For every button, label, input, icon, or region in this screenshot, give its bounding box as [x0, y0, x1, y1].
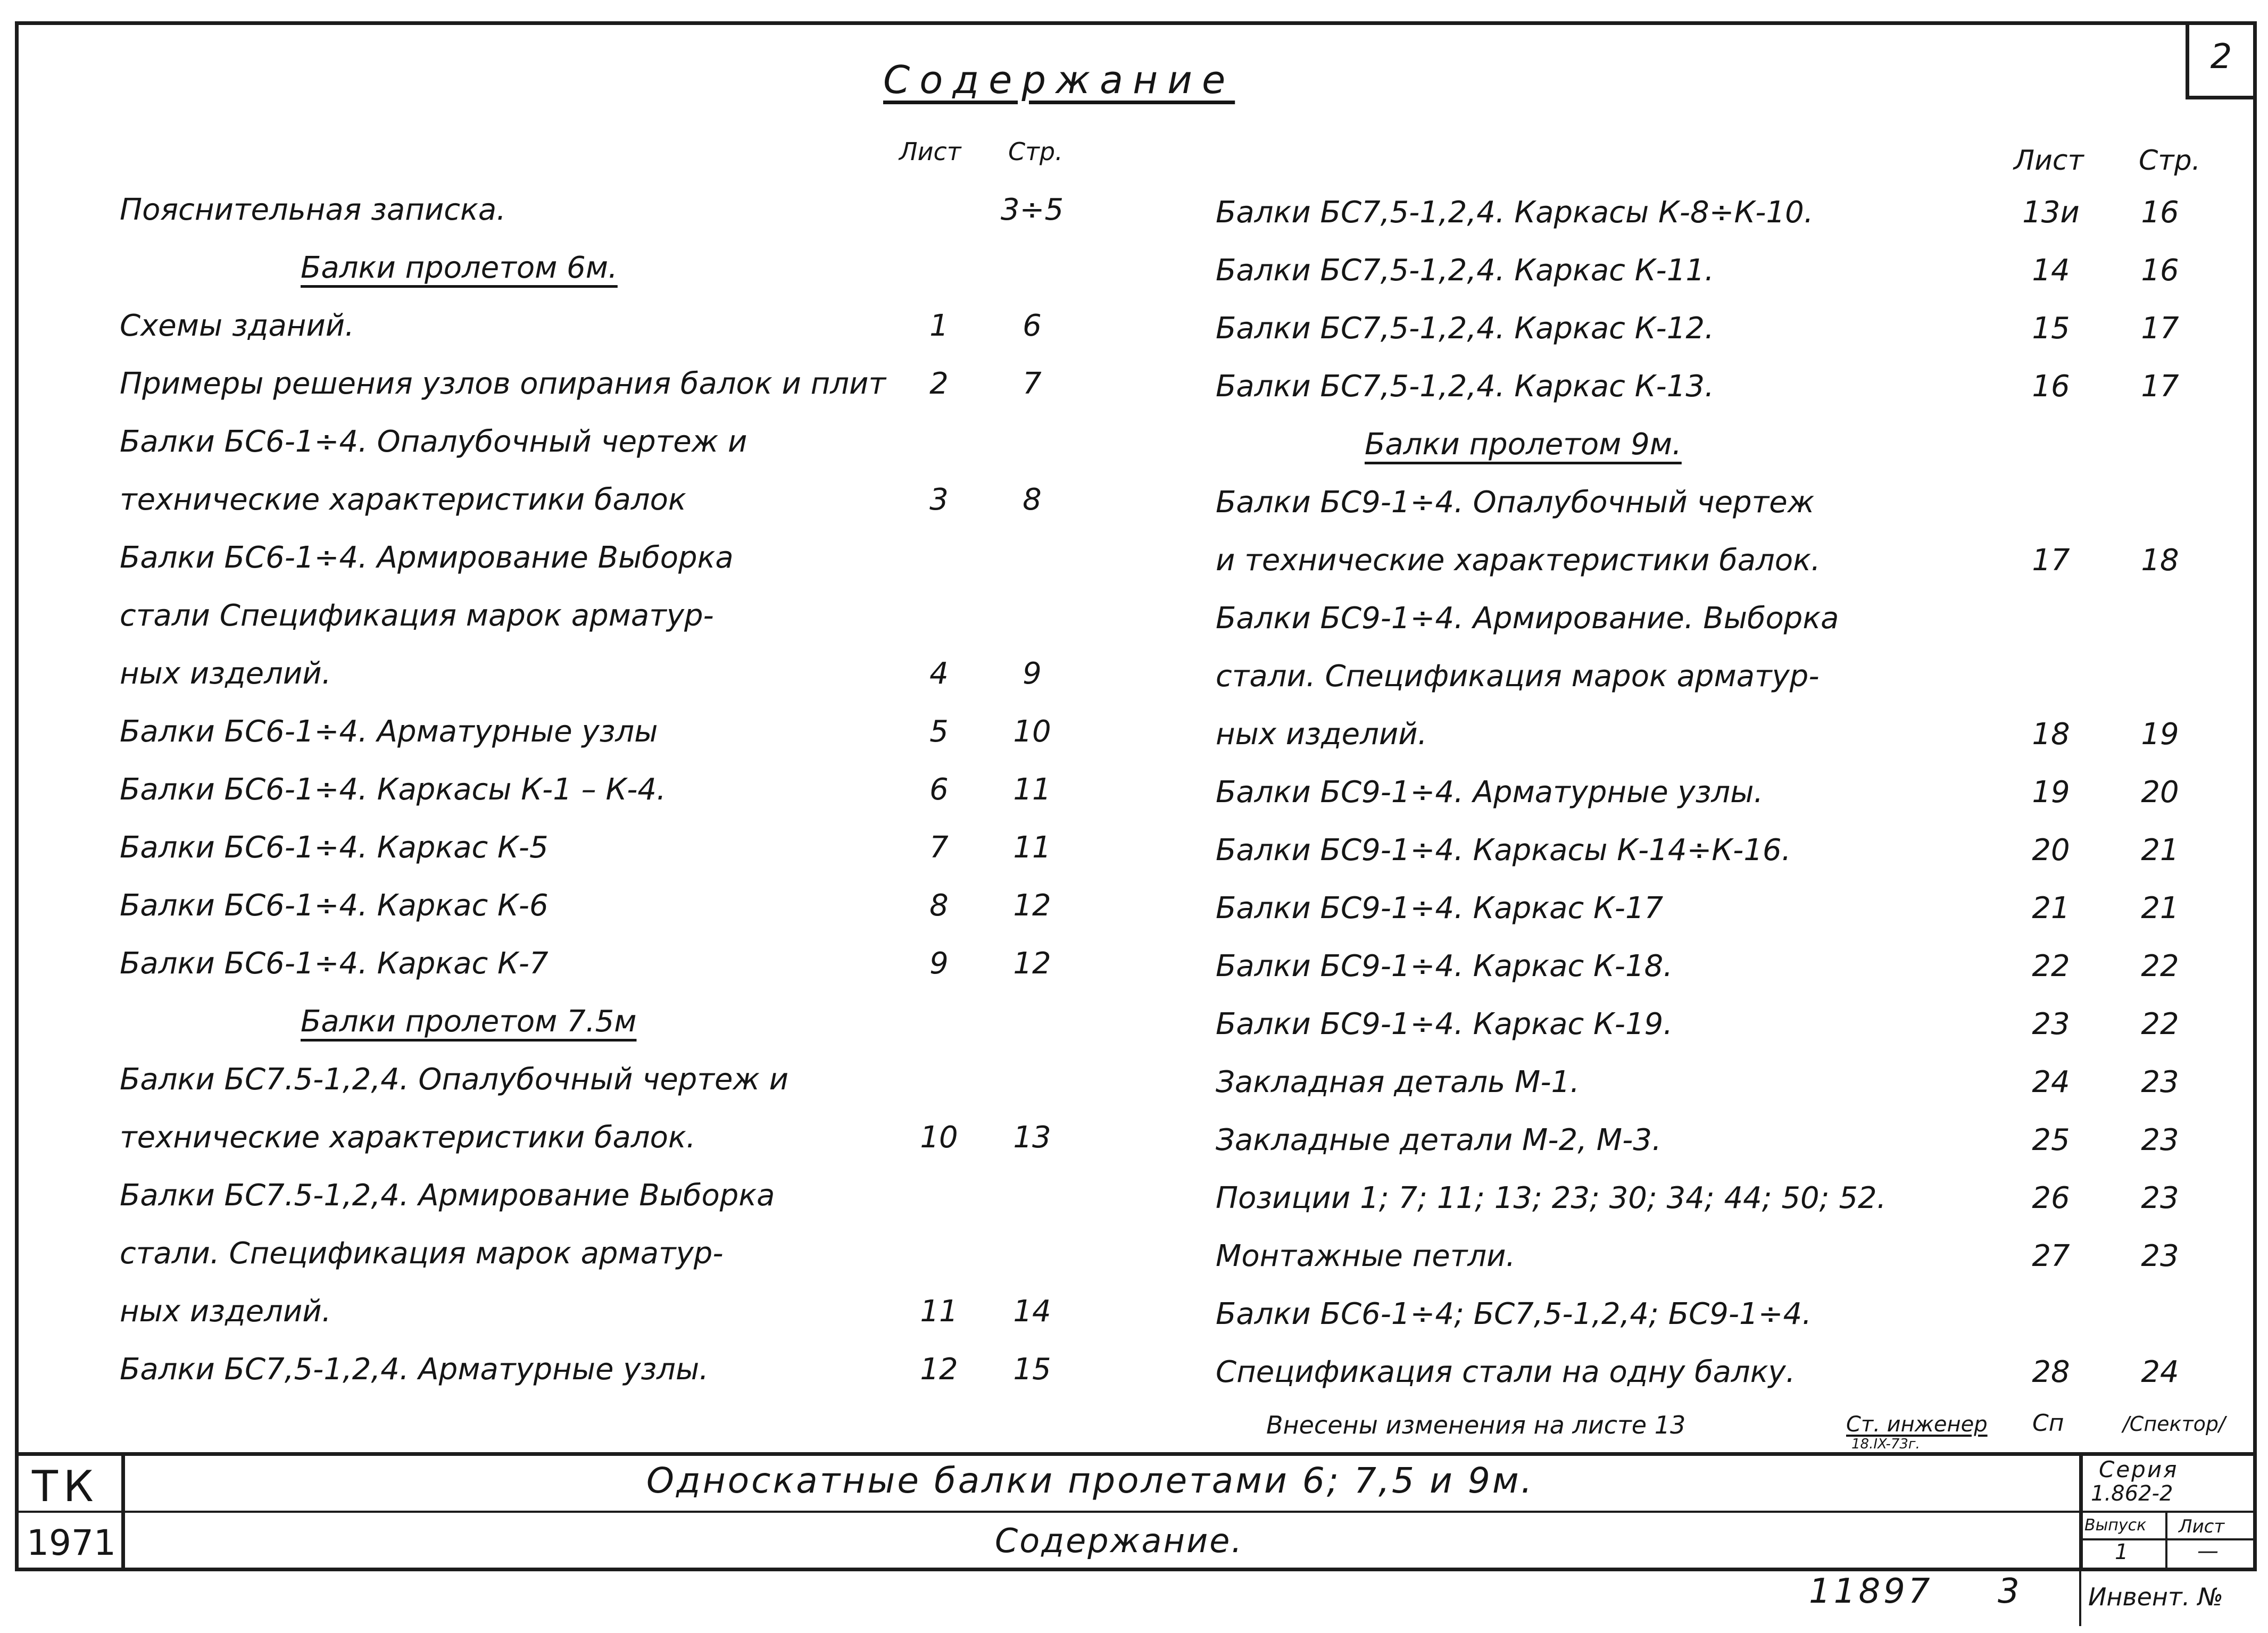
sheet-value: — — [2197, 1539, 2219, 1563]
row-page-number: 17 — [2141, 369, 2179, 404]
row-title: Закладные детали М-2, М-3. — [1216, 1123, 1661, 1157]
row-sheet-number: 18 — [2032, 717, 2070, 752]
row-title: Балки БС7,5-1,2,4. Каркас К-13. — [1216, 369, 1714, 404]
contents-row — [1216, 186, 2227, 239]
row-page-number: 9 — [1023, 656, 1042, 691]
row-page-number: 12 — [1013, 888, 1051, 923]
row-sheet-number: 17 — [2032, 543, 2070, 578]
contents-row — [1216, 940, 2227, 993]
row-title: Балки БС7.5-1,2,4. Армирование Выборка — [120, 1178, 775, 1213]
row-page-number: 23 — [2141, 1239, 2179, 1273]
right-col-header-page: Стр. — [2139, 145, 2201, 177]
inv-label: Инвент. № — [2088, 1582, 2223, 1611]
row-sheet-number: 28 — [2032, 1355, 2070, 1389]
contents-row — [120, 705, 1093, 759]
left-contents-column — [120, 184, 1093, 1418]
footer-page: 3 — [1998, 1572, 2020, 1611]
row-title: Балки БС6-1÷4; БС7,5-1,2,4; БС9-1÷4. — [1216, 1297, 1812, 1331]
contents-row — [120, 473, 1093, 527]
title-block-top-line — [15, 1452, 2253, 1456]
row-sheet-number: 7 — [929, 830, 949, 865]
contents-row — [1216, 998, 2227, 1051]
row-title: ных изделий. — [120, 656, 331, 691]
contents-row — [1216, 302, 2227, 355]
row-page-number: 11 — [1013, 830, 1051, 865]
contents-row — [1216, 824, 2227, 877]
row-sheet-number: 1 — [929, 309, 949, 343]
row-page-number: 23 — [2141, 1181, 2179, 1215]
row-title: Балки БС6-1÷4. Каркас К-6 — [120, 888, 549, 923]
row-sheet-number: 10 — [920, 1120, 958, 1155]
contents-row — [120, 763, 1093, 816]
row-sheet-number: 4 — [929, 656, 949, 691]
row-sheet-number: 27 — [2032, 1239, 2070, 1273]
row-page-number: 16 — [2141, 195, 2179, 230]
row-title: стали. Спецификация марок арматур- — [120, 1236, 724, 1271]
left-col-header-list: Лист — [899, 137, 961, 166]
contents-row — [120, 1169, 1093, 1222]
row-sheet-number: 23 — [2032, 1007, 2070, 1042]
org-code: ТК — [32, 1462, 99, 1511]
row-sheet-number: 12 — [920, 1352, 958, 1387]
contents-row — [1216, 650, 2227, 703]
row-sheet-number: 15 — [2032, 311, 2070, 346]
row-title: Закладная деталь М-1. — [1216, 1065, 1580, 1099]
right-contents-column — [1216, 186, 2227, 1420]
contents-row — [120, 821, 1093, 874]
row-title: технические характеристики балок. — [120, 1120, 696, 1155]
row-page-number: 12 — [1013, 946, 1051, 981]
contents-row — [1216, 1056, 2227, 1109]
contents-row — [1216, 1230, 2227, 1283]
row-title: Пояснительная записка. — [120, 193, 506, 227]
contents-row — [120, 531, 1093, 585]
row-title: Балки БС9-1÷4. Арматурные узлы. — [1216, 775, 1764, 810]
change-note: Внесены изменения на листе 13 — [1266, 1411, 1686, 1439]
contents-row — [1216, 1346, 2227, 1399]
row-page-number: 19 — [2141, 717, 2179, 752]
contents-row — [1216, 360, 2227, 413]
footer-number: 11897 — [1809, 1572, 1933, 1611]
sheet-label: Лист — [2179, 1516, 2225, 1537]
row-title: Балки БС6-1÷4. Каркас К-5 — [120, 830, 549, 865]
row-page-number: 22 — [2141, 949, 2179, 984]
series-value: 1.862-2 — [2091, 1481, 2173, 1506]
row-sheet-number: 14 — [2032, 253, 2070, 288]
contents-row — [120, 1343, 1093, 1396]
engineer-label: Ст. инженер — [1846, 1412, 1988, 1437]
row-title: Балки БС7,5-1,2,4. Арматурные узлы. — [120, 1352, 709, 1387]
row-title: Балки БС6-1÷4. Армирование Выборка — [120, 540, 734, 575]
contents-row — [1216, 244, 2227, 297]
row-sheet-number: 26 — [2032, 1181, 2070, 1215]
row-sheet-number: 3 — [929, 482, 949, 517]
row-title: Балки БС9-1÷4. Опалубочный чертеж — [1216, 485, 1815, 520]
contents-row — [120, 937, 1093, 990]
row-title: Позиции 1; 7; 11; 13; 23; 30; 34; 44; 50; 52. — [1216, 1181, 1887, 1215]
engineer-signature: Сп — [2032, 1410, 2064, 1437]
contents-row — [1216, 766, 2227, 819]
title-block-org-divider — [121, 1452, 125, 1568]
row-title: стали. Спецификация марок арматур- — [1216, 659, 1820, 694]
row-sheet-number: 5 — [929, 714, 949, 749]
row-sheet-number: 24 — [2032, 1065, 2070, 1099]
contents-row — [1216, 708, 2227, 761]
row-title: Балки БС9-1÷4. Армирование. Выборка — [1216, 601, 1839, 636]
row-title: стали Спецификация марок арматур- — [120, 598, 714, 633]
section-heading-row — [120, 995, 1093, 1048]
contents-row — [120, 1111, 1093, 1164]
row-sheet-number: 20 — [2032, 833, 2070, 868]
row-sheet-number: 19 — [2032, 775, 2070, 810]
contents-row — [1216, 476, 2227, 529]
series-label: Серия — [2099, 1456, 2179, 1482]
contents-row — [120, 1227, 1093, 1280]
row-page-number: 23 — [2141, 1065, 2179, 1099]
section-heading: Балки пролетом 7.5м — [301, 1004, 637, 1039]
row-title: Балки БС9-1÷4. Каркас К-18. — [1216, 949, 1673, 984]
sub-title: Содержание. — [995, 1521, 1244, 1560]
row-sheet-number: 8 — [929, 888, 949, 923]
contents-row — [120, 1053, 1093, 1106]
issue-value: 1 — [2115, 1540, 2129, 1564]
row-page-number: 17 — [2141, 311, 2179, 346]
contents-row — [120, 879, 1093, 932]
row-title: Схемы зданий. — [120, 309, 354, 343]
contents-row — [120, 647, 1093, 701]
row-page-number: 18 — [2141, 543, 2179, 578]
row-page-number: 16 — [2141, 253, 2179, 288]
contents-row — [120, 299, 1093, 353]
contents-row — [120, 357, 1093, 411]
row-title: ных изделий. — [1216, 717, 1427, 752]
row-title: ных изделий. — [120, 1294, 331, 1329]
issue-label: Выпуск — [2084, 1516, 2147, 1535]
row-sheet-number: 16 — [2032, 369, 2070, 404]
row-title: Монтажные петли. — [1216, 1239, 1516, 1273]
row-title: Балки БС7,5-1,2,4. Каркас К-12. — [1216, 311, 1714, 346]
row-title: Спецификация стали на одну балку. — [1216, 1355, 1796, 1389]
row-title: Балки БС7,5-1,2,4. Каркас К-11. — [1216, 253, 1714, 288]
row-sheet-number: 13и — [2022, 195, 2080, 230]
row-page-number: 8 — [1023, 482, 1042, 517]
engineer-date: 18.IX-73г. — [1851, 1436, 1920, 1452]
title-block-issue-line — [2079, 1538, 2253, 1540]
contents-row — [120, 589, 1093, 643]
row-page-number: 14 — [1013, 1294, 1051, 1329]
row-title: Балки БС7,5-1,2,4. Каркасы К-8÷К-10. — [1216, 195, 1814, 230]
row-title: Балки БС9-1÷4. Каркасы К-14÷К-16. — [1216, 833, 1791, 868]
row-sheet-number: 9 — [929, 946, 949, 981]
row-page-number: 21 — [2141, 891, 2179, 926]
row-sheet-number: 21 — [2032, 891, 2070, 926]
row-page-number: 20 — [2141, 775, 2179, 810]
main-title: Односкатные балки пролетами 6; 7,5 и 9м. — [646, 1460, 1534, 1501]
inv-box-left — [2079, 1568, 2081, 1626]
contents-row — [1216, 534, 2227, 587]
engineer-name: /Спектор/ — [2123, 1412, 2225, 1436]
sheet-number: 2 — [2210, 37, 2232, 77]
row-page-number: 3÷5 — [1000, 193, 1064, 227]
row-page-number: 24 — [2141, 1355, 2179, 1389]
row-title: Балки БС6-1÷4. Арматурные узлы — [120, 714, 658, 749]
row-sheet-number: 2 — [929, 366, 949, 401]
row-page-number: 23 — [2141, 1123, 2179, 1157]
row-page-number: 15 — [1013, 1352, 1051, 1387]
row-page-number: 11 — [1013, 772, 1051, 807]
row-sheet-number: 6 — [929, 772, 949, 807]
title-block-mid-line — [15, 1511, 2253, 1513]
page-title: Содержание — [883, 57, 1235, 102]
row-page-number: 13 — [1013, 1120, 1051, 1155]
row-page-number: 7 — [1023, 366, 1042, 401]
row-title: Примеры решения узлов опирания балок и плит — [120, 366, 886, 401]
contents-row — [120, 415, 1093, 469]
row-title: технические характеристики балок — [120, 482, 686, 517]
row-page-number: 10 — [1013, 714, 1051, 749]
row-title: Балки БС9-1÷4. Каркас К-17 — [1216, 891, 1664, 926]
row-title: Балки БС6-1÷4. Каркасы К-1 – К-4. — [120, 772, 666, 807]
row-title: Балки БС7.5-1,2,4. Опалубочный чертеж и — [120, 1062, 789, 1097]
left-col-header-page: Стр. — [1008, 137, 1063, 166]
section-heading: Балки пролетом 6м. — [301, 251, 618, 285]
contents-row — [1216, 1172, 2227, 1225]
section-heading-row — [120, 241, 1093, 295]
row-sheet-number: 22 — [2032, 949, 2070, 984]
contents-row — [120, 184, 1093, 237]
contents-row — [120, 1285, 1093, 1338]
row-title: Балки БС6-1÷4. Каркас К-7 — [120, 946, 549, 981]
section-heading-row — [1216, 418, 2227, 471]
row-title: и технические характеристики балок. — [1216, 543, 1821, 578]
row-title: Балки БС6-1÷4. Опалубочный чертеж и — [120, 424, 747, 459]
contents-row — [1216, 1114, 2227, 1167]
row-title: Балки БС9-1÷4. Каркас К-19. — [1216, 1007, 1673, 1042]
right-col-header-list: Лист — [2014, 145, 2084, 177]
title-block-series-divider — [2079, 1452, 2083, 1568]
contents-row — [1216, 1288, 2227, 1341]
row-sheet-number: 11 — [920, 1294, 958, 1329]
row-page-number: 6 — [1023, 309, 1042, 343]
row-page-number: 21 — [2141, 833, 2179, 868]
section-heading: Балки пролетом 9м. — [1365, 427, 1682, 462]
contents-row — [1216, 882, 2227, 935]
year: 1971 — [27, 1522, 116, 1563]
contents-row — [1216, 592, 2227, 645]
row-page-number: 22 — [2141, 1007, 2179, 1042]
row-sheet-number: 25 — [2032, 1123, 2070, 1157]
